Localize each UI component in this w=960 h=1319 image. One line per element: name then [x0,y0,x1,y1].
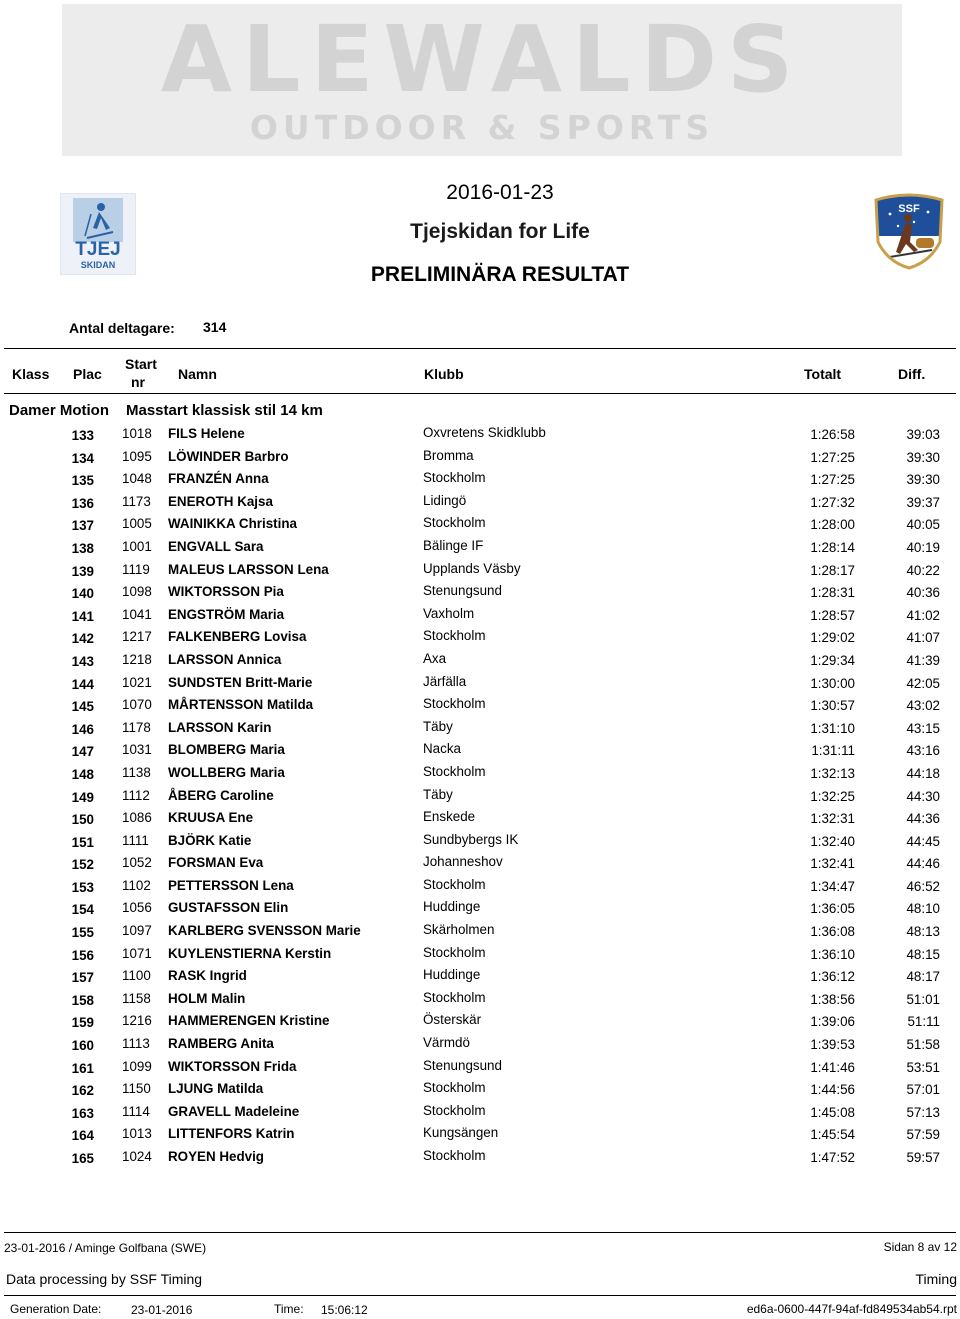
cell-plac: 141 [71,608,94,624]
cell-diff: 44:36 [906,811,940,827]
cell-start-nr: 1158 [122,990,151,1006]
cell-total: 1:44:56 [810,1082,855,1098]
cell-total: 1:32:13 [810,765,855,781]
cell-club: Enskede [423,809,476,825]
table-row [0,717,960,740]
cell-club: Lidingö [423,492,467,508]
cell-plac: 140 [71,586,94,602]
cell-diff: 41:07 [906,630,940,646]
cell-name: ENGSTRÖM Maria [168,606,285,622]
cell-name: ENGVALL Sara [168,538,264,554]
cell-total: 1:39:06 [810,1014,855,1030]
cell-total: 1:47:52 [810,1150,855,1165]
cell-total: 1:32:41 [810,856,855,872]
cell-start-nr: 1052 [122,855,152,871]
header-top-rule [4,348,956,349]
cell-diff: 41:39 [906,652,940,668]
cell-plac: 137 [71,518,94,534]
cell-start-nr: 1100 [122,968,151,984]
table-row [0,649,960,672]
cell-plac: 142 [71,631,94,647]
page-title: PRELIMINÄRA RESULTAT [370,263,630,286]
cell-start-nr: 1013 [122,1126,152,1142]
cell-club: Österskär [423,1012,482,1028]
cell-plac: 162 [71,1083,94,1099]
table-row [0,581,960,604]
cell-total: 1:26:58 [810,427,855,442]
cell-total: 1:38:56 [810,991,855,1007]
cell-total: 1:28:14 [810,539,855,555]
cell-diff: 44:46 [906,856,940,872]
cell-diff: 59:57 [906,1150,940,1165]
cell-name: KRUUSA Ene [168,810,254,826]
cell-plac: 144 [71,676,94,692]
cell-club: Stockholm [423,1102,486,1118]
footer-processing: Data processing by SSF Timing [6,1271,203,1287]
cell-total: 1:45:08 [810,1104,855,1120]
cell-total: 1:32:25 [810,788,855,804]
cell-diff: 40:05 [906,517,940,533]
cell-name: ROYEN Hedvig [168,1149,264,1164]
cell-start-nr: 1112 [122,787,150,803]
cell-name: PETTERSSON Lena [168,877,294,893]
cell-diff: 51:58 [906,1037,940,1053]
cell-total: 1:36:10 [810,946,855,962]
cell-start-nr: 1102 [122,877,151,893]
cell-plac: 153 [71,879,94,895]
tjej-logo-text: TJEJ [75,239,121,260]
section-description: Masstart klassisk stil 14 km [126,402,323,419]
sponsor-banner [62,4,902,156]
cell-total: 1:27:32 [810,494,855,510]
table-row [0,852,960,875]
cell-start-nr: 1173 [122,493,151,509]
table-row [0,785,960,808]
cell-plac: 159 [71,1015,94,1031]
cell-plac: 161 [71,1060,94,1076]
cell-name: FORSMAN Eva [168,855,264,871]
cell-club: Sundbybergs IK [423,831,519,847]
cell-start-nr: 1024 [122,1149,152,1164]
cell-club: Bromma [423,447,474,463]
cell-diff: 48:17 [906,969,940,985]
cell-start-nr: 1086 [122,810,152,826]
cell-club: Stockholm [423,944,486,960]
cell-club: Stockholm [423,515,486,531]
cell-diff: 39:03 [906,427,940,442]
cell-total: 1:32:40 [810,833,855,849]
cell-start-nr: 1031 [122,742,152,758]
cell-diff: 40:36 [906,585,940,601]
cell-diff: 42:05 [906,675,940,691]
cell-start-nr: 1070 [122,697,152,713]
table-row [0,965,960,988]
cell-club: Vaxholm [423,605,475,621]
cell-plac: 164 [71,1128,94,1144]
cell-club: Stenungsund [423,583,502,599]
cell-total: 1:31:11 [811,743,855,759]
cell-diff: 44:45 [906,833,940,849]
table-row [0,536,960,559]
cell-name: BJÖRK Katie [168,832,252,848]
cell-name: LJUNG Matilda [168,1081,264,1097]
results-table [0,423,960,1169]
cell-diff: 43:15 [906,720,940,736]
cell-diff: 46:52 [906,878,940,894]
cell-total: 1:36:08 [810,924,855,940]
cell-start-nr: 1216 [122,1013,152,1029]
event-date: 2016-01-23 [446,181,554,204]
cell-plac: 133 [71,428,94,443]
cell-plac: 160 [71,1038,94,1054]
skidan-logo-text: SKIDAN [80,260,116,270]
cell-total: 1:27:25 [810,449,855,465]
table-row [0,830,960,853]
cell-name: RASK Ingrid [168,968,247,984]
cell-total: 1:36:12 [810,969,855,985]
col-klass: Klass [12,366,50,382]
cell-plac: 163 [71,1105,94,1121]
cell-diff: 41:02 [906,607,940,623]
table-row [0,604,960,627]
cell-club: Huddinge [423,967,481,983]
footer-file-id: ed6a-0600-447f-94af-fd849534ab54.rpt [743,1302,957,1316]
cell-plac: 135 [71,473,94,489]
footer-timing: Timing [915,1271,957,1287]
cell-name: LITTENFORS Katrin [168,1126,295,1142]
cell-name: RAMBERG Anita [168,1036,274,1052]
footer-gen-date: 23-01-2016 [131,1303,193,1317]
cell-club: Stockholm [423,989,486,1005]
cell-club: Stockholm [423,470,486,486]
cell-club: Kungsängen [423,1125,499,1141]
sponsor-subtitle: OUTDOOR & SPORTS [249,108,715,147]
cell-start-nr: 1099 [122,1058,152,1074]
col-plac: Plac [73,366,102,382]
cell-name: ENEROTH Kajsa [168,493,273,509]
table-row [0,1056,960,1079]
table-row [0,762,960,785]
cell-total: 1:27:25 [810,472,855,488]
cell-start-nr: 1178 [122,719,151,735]
col-namn: Namn [178,366,217,382]
section-class: Damer Motion [9,402,110,419]
cell-total: 1:28:17 [810,562,855,578]
cell-start-nr: 1071 [122,945,152,961]
cell-plac: 165 [71,1151,94,1166]
cell-name: HAMMERENGEN Kristine [168,1013,330,1029]
cell-plac: 148 [71,766,94,782]
cell-club: Stockholm [423,628,486,644]
cell-name: FRANZÉN Anna [168,471,269,487]
col-start: Start [125,356,157,372]
cell-diff: 43:16 [906,743,940,759]
skier-icon [73,198,123,242]
cell-club: Stockholm [423,1080,486,1096]
cell-total: 1:34:47 [810,878,855,894]
cell-club: Bälinge IF [423,537,484,553]
cell-plac: 152 [71,857,94,873]
cell-club: Skärholmen [423,922,495,938]
cell-name: ÅBERG Caroline [168,787,274,803]
cell-diff: 48:15 [906,946,940,962]
cell-name: WAINIKKA Christina [168,516,297,532]
cell-name: LARSSON Annica [168,651,282,667]
cell-total: 1:28:31 [810,585,855,601]
cell-diff: 39:30 [906,449,940,465]
table-row [0,897,960,920]
cell-plac: 134 [71,450,94,466]
footer-bottom-rule [4,1295,956,1296]
table-row [0,559,960,582]
cell-start-nr: 1218 [122,651,152,667]
cell-name: GRAVELL Madeleine [168,1103,300,1119]
cell-plac: 143 [71,653,94,669]
cell-start-nr: 1005 [122,516,152,532]
cell-name: SUNDSTEN Britt-Marie [168,674,313,690]
cell-diff: 43:02 [906,698,940,714]
cell-total: 1:31:10 [810,720,855,736]
table-row [0,446,960,469]
cell-club: Stockholm [423,696,486,712]
cell-start-nr: 1097 [122,923,152,939]
table-row [0,943,960,966]
cell-club: Axa [423,650,447,666]
cell-diff: 40:22 [906,562,940,578]
cell-name: LARSSON Karin [168,719,272,735]
table-row [0,1123,960,1146]
col-totalt: Totalt [804,366,842,382]
cell-start-nr: 1111 [122,832,149,848]
cell-club: Täby [423,718,453,734]
cell-total: 1:29:34 [810,652,855,668]
cell-start-nr: 1021 [122,674,152,690]
header-bottom-rule [4,393,956,394]
ssf-logo [870,192,948,270]
cell-plac: 150 [71,812,94,828]
cell-name: FALKENBERG Lovisa [168,629,307,645]
cell-start-nr: 1138 [122,764,151,780]
cell-plac: 155 [71,925,94,941]
cell-name: WIKTORSSON Frida [168,1058,297,1074]
footer-time-label: Time: [274,1302,304,1316]
cell-start-nr: 1113 [122,1036,150,1052]
cell-diff: 51:01 [906,991,940,1007]
cell-diff: 57:13 [906,1104,940,1120]
footer-time-value: 15:06:12 [321,1303,368,1317]
cell-name: LÖWINDER Barbro [168,448,289,464]
cell-start-nr: 1018 [122,426,152,441]
cell-start-nr: 1150 [122,1081,151,1097]
participants-label: Antal deltagare: [69,320,175,336]
table-row [0,491,960,514]
cell-total: 1:28:57 [810,607,855,623]
cell-club: Stockholm [423,763,486,779]
cell-start-nr: 1217 [122,629,152,645]
table-row [0,423,960,446]
table-row [0,672,960,695]
cell-diff: 39:30 [906,472,940,488]
tjejskidan-logo [60,193,136,275]
col-klubb: Klubb [424,366,464,382]
cell-plac: 157 [71,970,94,986]
footer-venue: 23-01-2016 / Aminge Golfbana (SWE) [4,1241,207,1255]
cell-club: Upplands Väsby [423,560,521,576]
cell-name: HOLM Malin [168,990,246,1006]
col-diff: Diff. [898,366,926,382]
cell-diff: 44:30 [906,788,940,804]
cell-total: 1:45:54 [810,1127,855,1143]
cell-start-nr: 1095 [122,448,152,464]
cell-start-nr: 1114 [122,1103,150,1119]
cell-start-nr: 1048 [122,471,152,487]
cell-name: MÅRTENSSON Matilda [168,697,314,713]
cell-club: Täby [423,786,453,802]
cell-diff: 48:10 [906,901,940,917]
cell-total: 1:39:53 [810,1037,855,1053]
table-row [0,1033,960,1056]
cell-name: BLOMBERG Maria [168,742,285,758]
cell-diff: 51:11 [907,1014,940,1030]
cell-name: MALEUS LARSSON Lena [168,561,329,577]
event-name: Tjejskidan for Life [410,220,590,243]
cell-name: GUSTAFSSON Elin [168,900,289,916]
cell-plac: 149 [71,789,94,805]
table-row [0,694,960,717]
cell-club: Stenungsund [423,1057,502,1073]
table-row [0,626,960,649]
cell-club: Stockholm [423,876,486,892]
cell-plac: 154 [71,902,94,918]
table-row [0,875,960,898]
cell-plac: 158 [71,992,94,1008]
cell-club: Nacka [423,741,461,757]
cell-diff: 39:37 [906,494,940,510]
table-row [0,468,960,491]
cell-name: WOLLBERG Maria [168,764,285,780]
cell-start-nr: 1041 [122,606,152,622]
cell-diff: 53:51 [906,1059,940,1075]
sponsor-brand: ALEWALDS [160,6,804,113]
cell-plac: 139 [71,563,94,579]
cell-diff: 40:19 [906,539,940,555]
participants-count: 314 [203,319,227,335]
cell-start-nr: 1098 [122,584,152,600]
cell-total: 1:30:57 [810,698,855,714]
cell-plac: 145 [71,699,94,715]
cell-total: 1:28:00 [810,517,855,533]
cell-name: WIKTORSSON Pia [168,584,284,600]
table-row [0,739,960,762]
col-start-nr: nr [131,374,145,390]
cell-diff: 44:18 [906,765,940,781]
cell-plac: 136 [71,495,94,511]
table-row [0,988,960,1011]
cell-club: Huddinge [423,899,481,915]
ssf-logo-text: SSF [898,203,920,215]
table-row [0,1078,960,1101]
table-row [0,920,960,943]
table-row [0,1101,960,1124]
cell-start-nr: 1056 [122,900,152,916]
cell-club: Järfälla [423,673,467,689]
cell-plac: 146 [71,721,94,737]
footer-rule [4,1232,956,1233]
cell-plac: 147 [71,744,94,760]
cell-total: 1:41:46 [810,1059,855,1075]
cell-diff: 57:59 [906,1127,940,1143]
cell-name: KUYLENSTIERNA Kerstin [168,945,332,961]
table-row [0,807,960,830]
cell-diff: 57:01 [906,1082,940,1098]
cell-total: 1:32:31 [810,811,855,827]
cell-plac: 138 [71,540,94,556]
table-row [0,513,960,536]
footer-gen-label: Generation Date: [10,1302,102,1316]
cell-total: 1:30:00 [810,675,855,691]
cell-name: KARLBERG SVENSSON Marie [168,923,361,939]
cell-start-nr: 1001 [122,538,152,554]
cell-total: 1:36:05 [810,901,855,917]
cell-total: 1:29:02 [810,630,855,646]
table-row [0,1010,960,1033]
cell-name: FILS Helene [168,426,245,441]
table-row [0,1146,960,1169]
cell-diff: 48:13 [906,924,940,940]
cell-club: Värmdö [423,1035,470,1051]
cell-club: Oxvretens Skidklubb [423,425,546,440]
cell-club: Stockholm [423,1148,486,1163]
footer-page-number: Sidan 8 av 12 [883,1240,957,1254]
cell-club: Johanneshov [423,854,503,870]
cell-start-nr: 1119 [122,561,150,577]
cell-plac: 151 [71,834,94,850]
cell-plac: 156 [71,947,94,963]
